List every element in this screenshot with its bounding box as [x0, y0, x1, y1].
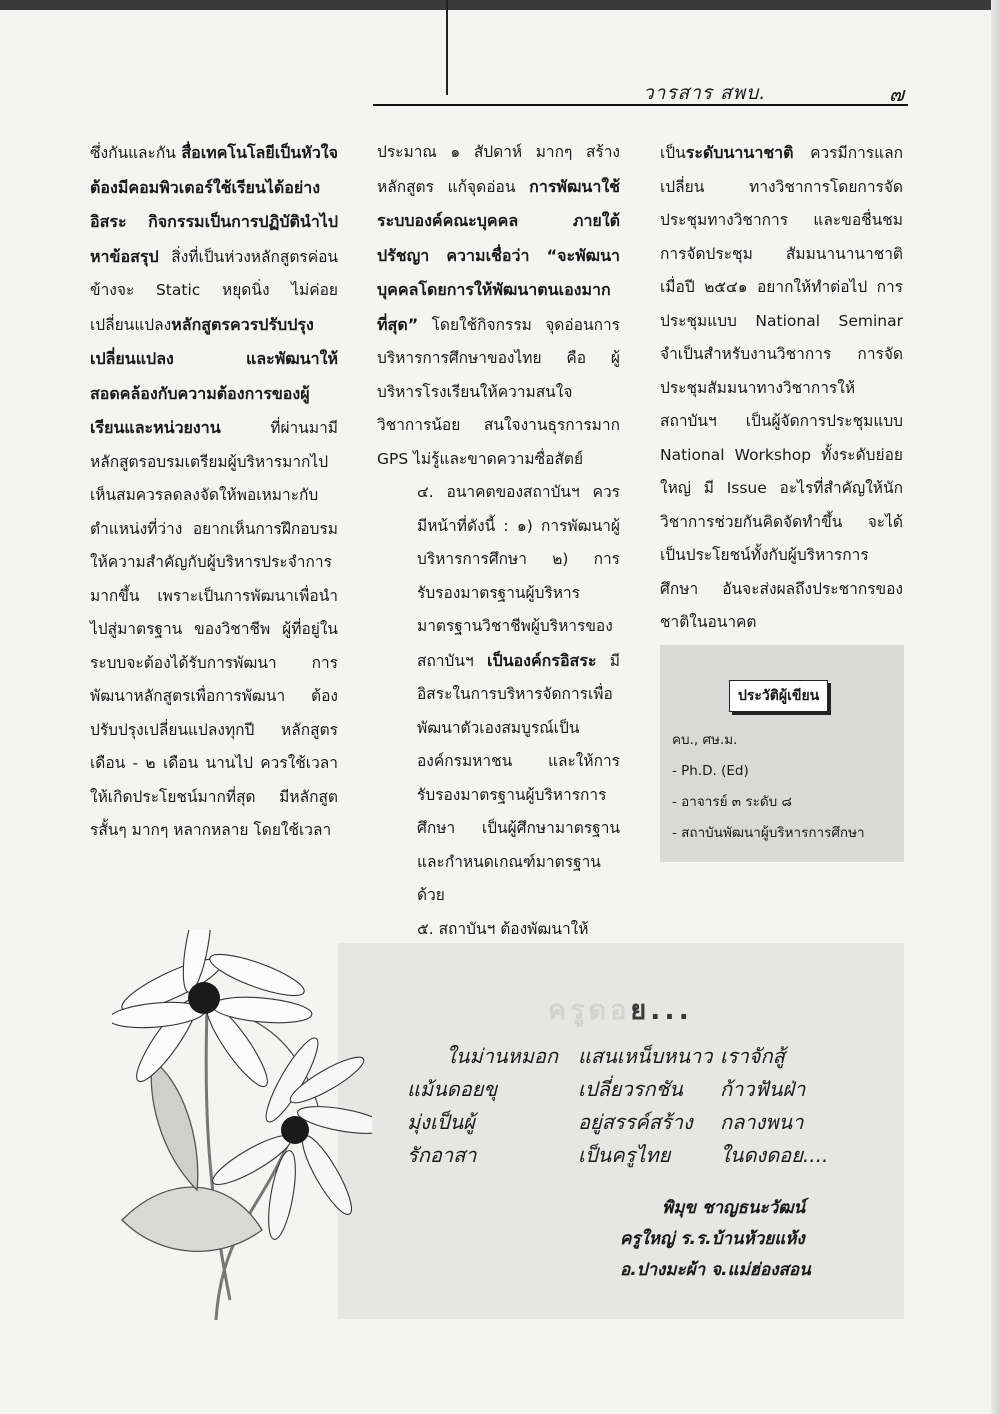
poem-title-dark: ย...: [630, 995, 693, 1026]
text-run: สิ่งที่เป็นห่วงหลักสูตรค่อนข้างจะ Static หยุดนิ่ง ไม่ค่อยเปลี่ยนแปลง: [90, 247, 338, 334]
column-1: [90, 136, 338, 848]
author-bio-box: [660, 645, 904, 862]
bold-text-run: การพัฒนาใช้ระบบองค์คณะบุคคล ภายใต้ปรัชญา ความเชื่อว่า “จะพัฒนาบุคคลโดยการให้พัฒนาตนเองมากที่สุด”: [377, 176, 620, 334]
journal-title: วารสาร สพบ.: [643, 82, 767, 104]
poem-author-position: ครูใหญ่ ร.ร.บ้านห้วยแห้ง: [620, 1229, 805, 1249]
text-run: เป็น: [660, 144, 686, 162]
poem-line: เราจักสู้: [720, 1044, 785, 1068]
running-header: [373, 78, 908, 106]
text-run: ประมาณ ๑ สัปดาห์ มากๆ สร้างหลักสูตร แก้จุดอ่อน: [377, 143, 620, 196]
poem-line: รักอาสา: [407, 1143, 477, 1167]
poem-author: พิมุข ชาญธนะวัฒน์: [662, 1198, 806, 1218]
bio-line: - Ph.D. (Ed): [672, 763, 749, 779]
bio-title: ประวัติผู้เขียน: [729, 680, 828, 712]
bold-text-run: สื่อเทคโนโลยีเป็นหัวใจต้องมีคอมพิวเตอร์ใช้เรียนได้อย่างอิสระ กิจกรรมเป็นการปฏิบัตินำไปหาข้อสรุป: [90, 143, 338, 266]
bold-text-run: หลักสูตรควรปรับปรุงเปลี่ยนแปลง และพัฒนาให้สอดคล้องกับความต้องการของผู้เรียนและหน่วยงาน: [90, 314, 338, 437]
bold-text-run: ระดับนานาชาติ: [685, 143, 794, 162]
poem-line: แสนเหน็บหนาว: [578, 1044, 713, 1068]
poem-line: ในม่านหมอก: [446, 1044, 559, 1068]
bio-lines: [672, 725, 865, 849]
poem-author-location: อ.ปางมะผ้า จ.แม่ฮ่องสอน: [620, 1260, 811, 1280]
bio-line: - สถาบันพัฒนาผู้บริหารการศึกษา: [672, 825, 865, 841]
text-run: โดยใช้กิจกรรม จุดอ่อนการบริหารการศึกษาของไทย คือ ผู้บริหารโรงเรียนให้ความสนใจวิชาการน้อย สนใจงานธุรการมาก GPS ไม่รู้และขาดความซื่อสัตย์: [377, 315, 620, 468]
poem-line: กลางพนา: [720, 1110, 804, 1134]
bold-text-run: เป็นองค์กรอิสระ: [486, 650, 597, 670]
poem-title-faint: ครูดอ: [548, 995, 631, 1026]
poem-line: เปลี่ยวรกชัน: [578, 1077, 683, 1101]
bio-line: - อาจารย์ ๓ ระดับ ๘: [672, 794, 792, 810]
bio-line: คบ., ศษ.ม.: [672, 732, 738, 748]
column-1-text: [90, 136, 338, 848]
column-2: [377, 136, 620, 946]
flower-illustration: [112, 930, 372, 1330]
column-2-paragraph-3: ๕. สถาบันฯ ต้องพัฒนาให้: [417, 919, 589, 938]
text-run: ๔. อนาคตของสถาบันฯ ควรมีหน้าที่ดังนี้ : ๑) การพัฒนาผู้บริหารการศึกษา ๒) การรับรองมาตรฐานผู้บริหารมาตรฐานวิชาชีพผู้บริหารของสถาบันฯ: [417, 483, 620, 670]
column-2-paragraph-2: [377, 476, 620, 913]
text-run: ควรมีการแลกเปลี่ยน ทางวิชาการโดยการจัดประชุมทางวิชาการ และขอชื่นชมการจัดประชุม สัมมนานานาชาติ เมื่อปี ๒๕๔๑ อยากให้ทำต่อไป การประชุมแบบ National Seminar จำเป็นสำหรับงานวิชาการ การจัดประชุมสัมมนาทางวิชาการให้สถาบันฯ เป็นผู้จัดการประชุมแบบ National Workshop ทั้งระดับย่อย ใหญ่ มี Issue อะไรที่สำคัญให้นักวิชาการช่วยกันคิดจัดทำขึ้น จะได้เป็นประโยชน์ทั้งกับผู้บริหารการศึกษา อันจะส่งผลถึงประชากรของชาติในอนาคต: [660, 144, 903, 631]
page-number: ๗: [888, 82, 904, 106]
poem-line: อยู่สรรค์สร้าง: [578, 1110, 693, 1134]
poem-line: เป็นครูไทย: [578, 1143, 671, 1167]
text-run: มีอิสระในการบริหารจัดการเพื่อพัฒนาตัวเองสมบูรณ์เป็นองค์กรมหาชน และให้การรับรองมาตรฐานผู้บริหารการศึกษา เป็นผู้ศึกษามาตรฐานและกำหนดเกณฑ์มาตรฐานด้วย: [417, 651, 620, 904]
text-run: ที่ผ่านมามีหลักสูตรอบรมเตรียมผู้บริหารมากไป เห็นสมควรลดลงจัดให้พอเหมาะกับตำแหน่งที่ว่าง อยากเห็นการฝึกอบรมให้ความสำคัญกับผู้บริหารประจำการมากขึ้น เพราะเป็นการพัฒนาเพื่อนำไปสู่มาตรฐาน ของวิชาชีพ ผู้ที่อยู่ในระบบจะต้องได้รับการพัฒนา การพัฒนาหลักสูตรเพื่อการพัฒนา ต้องปรับปรุงเปลี่ยนแปลงทุกปี หลักสูตร เดือน - ๒ เดือน นานไป ควรใช้เวลาให้เกิดประโยชน์มากที่สุด มีหลักสูตรสั้นๆ มากๆ หลากหลาย โดยใช้เวลา: [90, 419, 338, 839]
poem-line: ในดงดอย....: [720, 1143, 829, 1167]
poem-line: ก้าวฟันฝ่า: [720, 1077, 806, 1101]
column-3-text: [660, 136, 903, 640]
poem-line: มุ่งเป็นผู้: [407, 1110, 475, 1134]
page-edge-shadow: [991, 0, 999, 1414]
column-3: [660, 136, 903, 640]
poem-line: แม้นดอยขุ: [407, 1077, 498, 1101]
column-2-paragraph-1: [377, 136, 620, 476]
poem-title: [548, 988, 693, 1031]
flower-center-icon: [188, 982, 220, 1014]
top-scan-edge: [0, 0, 999, 10]
text-run: ซึ่งกันและกัน: [90, 144, 182, 162]
